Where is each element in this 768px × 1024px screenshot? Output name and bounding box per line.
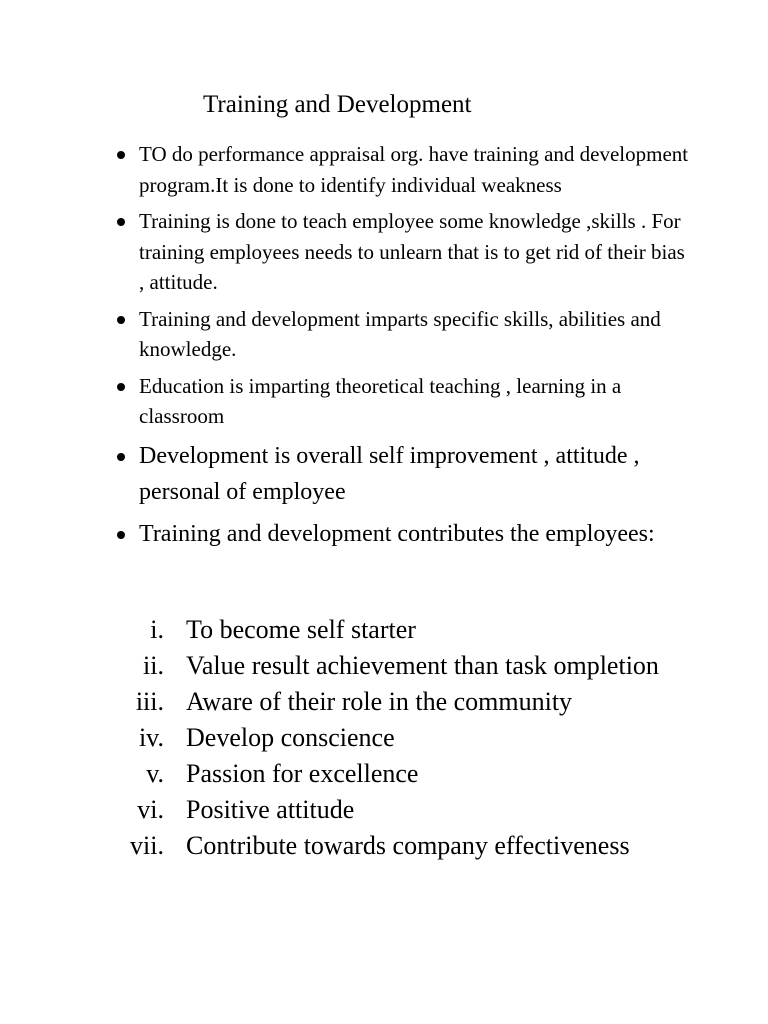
roman-item-text: Aware of their role in the community — [186, 687, 573, 716]
bullet-item — [113, 516, 693, 552]
bullet-dot-icon — [117, 453, 125, 461]
roman-item-text: Passion for excellence — [186, 759, 419, 788]
bullet-item — [113, 438, 693, 510]
roman-list-item — [100, 684, 680, 720]
bullet-text: is overall self improvement , attitude , personal of employee — [139, 442, 640, 505]
bullet-dot-icon — [117, 218, 125, 226]
page-title: Training and Development — [203, 91, 472, 118]
bullet-dot-icon — [117, 151, 125, 159]
bullet-item — [113, 371, 693, 432]
roman-numeral: vii. — [130, 831, 164, 860]
roman-list-item — [100, 792, 680, 828]
bullet-text: Training and development imparts specific skills, abilities and knowledge. — [139, 306, 661, 361]
roman-numeral: iv. — [138, 723, 164, 752]
bullet-text: TO do performance appraisal org. have training and development program.It is done to identify individual weakness — [139, 142, 689, 197]
bullet-dot-icon — [117, 383, 125, 391]
bullet-text: Training and development contributes the employees: — [139, 520, 655, 547]
roman-item-text: Develop conscience — [186, 723, 395, 752]
roman-item-text: Positive attitude — [186, 795, 355, 824]
roman-item-text: Contribute towards company effectiveness — [186, 831, 630, 860]
roman-numeral: i. — [150, 615, 164, 644]
bullet-item — [113, 304, 693, 365]
bullet-lead-text: Development — [139, 442, 275, 469]
roman-list-item — [100, 756, 680, 792]
roman-numeral: v. — [146, 759, 164, 788]
bullet-text: Education is imparting theoretical teaching , learning in a classroom — [139, 373, 622, 428]
bullet-text: Training is done to teach employee some knowledge ,skills . For training employees needs to unlearn that is to get rid of their bias , attitude. — [139, 209, 685, 294]
roman-list-item — [100, 828, 680, 864]
bullet-dot-icon — [117, 316, 125, 324]
bullet-dot-icon — [117, 531, 125, 539]
roman-list-item — [100, 720, 680, 756]
roman-item-text: To become self starter — [186, 615, 416, 644]
roman-numeral: ii. — [143, 651, 164, 680]
bullet-list — [113, 139, 693, 558]
bullet-item — [113, 139, 693, 200]
roman-numeral: vi. — [137, 795, 164, 824]
roman-list-item — [100, 648, 680, 684]
roman-numeral: iii. — [135, 687, 164, 716]
roman-item-text: Value result achievement than task ompletion — [186, 651, 659, 680]
roman-list-item — [100, 612, 680, 648]
roman-numeral-list — [100, 612, 680, 864]
bullet-item — [113, 206, 693, 298]
